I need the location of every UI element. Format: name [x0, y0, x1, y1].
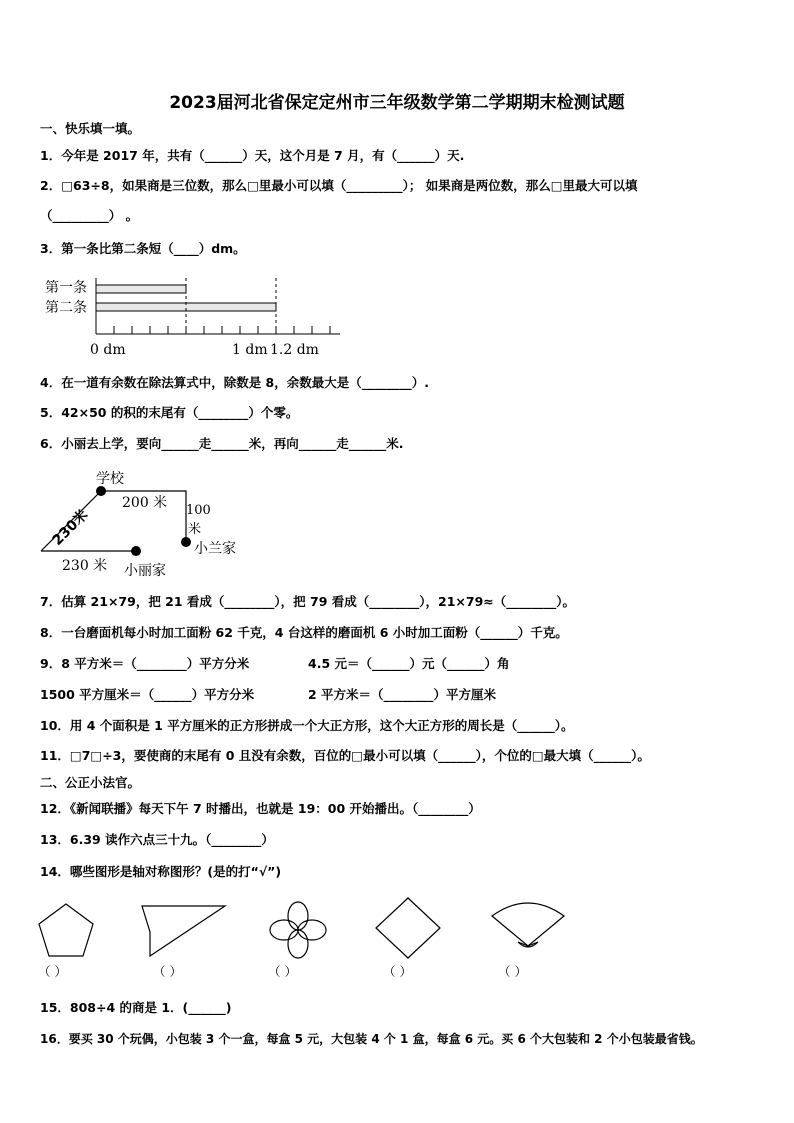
- question-2-line-2: （_________） 。: [40, 208, 139, 223]
- question-7: 7．估算 21×79，把 21 看成（________），把 79 看成（________），21×79≈（________）。: [40, 594, 575, 609]
- bar-label-first: 第一条: [45, 280, 87, 296]
- fan-shape: [492, 903, 564, 947]
- lili-home-label: 小丽家: [124, 563, 166, 579]
- shapes-figure: [30, 892, 570, 964]
- question-6: 6．小丽去上学，要向______走______米，再向______走______米.: [40, 436, 404, 451]
- question-13: 13．6.39 读作六点三十九。（________）: [40, 832, 274, 847]
- tick-label-1: 1 dm: [232, 342, 268, 358]
- lilan-home-label: 小兰家: [194, 541, 236, 557]
- question-1: 1．今年是 2017 年，共有（______）天，这个月是 7 月，有（______）天.: [40, 148, 465, 163]
- triangle-shape: [142, 906, 225, 956]
- distance-230-bottom: 230 米: [62, 558, 108, 574]
- answer-paren-4: （ ）: [383, 964, 412, 979]
- ruler-figure: [40, 268, 360, 360]
- route-map-figure: [36, 462, 266, 584]
- question-9-d: 2 平方米＝（________）平方厘米: [308, 687, 497, 702]
- answer-paren-5: （ ）: [498, 964, 527, 979]
- pentagon-shape: [39, 904, 93, 956]
- school-label: 学校: [96, 471, 124, 487]
- lili-home-point: [131, 546, 141, 556]
- question-9-b: 4.5 元＝（______）元（______）角: [308, 656, 510, 671]
- question-9-a: 9．8 平方米＝（________）平方分米: [40, 656, 250, 671]
- question-3: 3．第一条比第二条短（____）dm。: [40, 241, 246, 256]
- ruler-ticks: [96, 326, 330, 334]
- lilan-home-point: [181, 537, 191, 547]
- tick-label-1-2: 1.2 dm: [270, 342, 319, 358]
- distance-200: 200 米: [122, 495, 168, 511]
- answer-paren-3: （ ）: [268, 964, 297, 979]
- distance-100-unit: 米: [188, 522, 202, 537]
- tick-label-0: 0 dm: [90, 342, 126, 358]
- answer-paren-2: （ ）: [153, 964, 182, 979]
- question-2-line-1: 2．□63÷8，如果商是三位数，那么□里最小可以填（_________）； 如果商是两位数，那么□里最大可以填: [40, 178, 638, 193]
- question-5: 5．42×50 的积的末尾有（________）个零。: [40, 405, 299, 420]
- section-1-heading: 一、快乐填一填。: [40, 121, 141, 136]
- question-8: 8．一台磨面机每小时加工面粉 62 千克，4 台这样的磨面机 6 小时加工面粉（______）千克。: [40, 625, 568, 640]
- bar-label-second: 第二条: [45, 300, 87, 316]
- answer-paren-1: （ ）: [38, 964, 67, 979]
- question-12: 12．《新闻联播》每天下午 7 时播出，也就是 19：00 开始播出。（________）: [40, 801, 481, 816]
- four-leaf-shape: [270, 902, 326, 958]
- question-9-c: 1500 平方厘米＝（______）平方分米: [40, 687, 255, 702]
- bar-first: [96, 285, 186, 293]
- distance-100-number: 100: [186, 503, 211, 518]
- school-point: [96, 486, 106, 496]
- section-2-heading: 二、公正小法官。: [40, 775, 141, 790]
- question-16: 16．要买 30 个玩偶，小包装 3 个一盒，每盒 5 元，大包装 4 个 1 盒，每盒 6 元。买 6 个大包装和 2 个小包装最省钱。: [40, 1032, 703, 1046]
- diamond-shape: [376, 898, 440, 958]
- question-15: 15．808÷4 的商是 1．(______): [40, 1000, 232, 1015]
- question-4: 4．在一道有余数在除法算式中，除数是 8，余数最大是（________）.: [40, 375, 429, 390]
- question-11: 11．□7□÷3，要使商的末尾有 0 且没有余数，百位的□最小可以填（______），个位的□最大填（______）。: [40, 748, 650, 763]
- question-14: 14．哪些图形是轴对称图形？(是的打“√”): [40, 864, 282, 879]
- page-title: 2023届河北省保定定州市三年级数学第二学期期末检测试题: [169, 93, 625, 113]
- distance-230-diagonal: 230米: [49, 506, 92, 549]
- question-10: 10．用 4 个面积是 1 平方厘米的正方形拼成一个大正方形，这个大正方形的周长是（______）。: [40, 718, 574, 733]
